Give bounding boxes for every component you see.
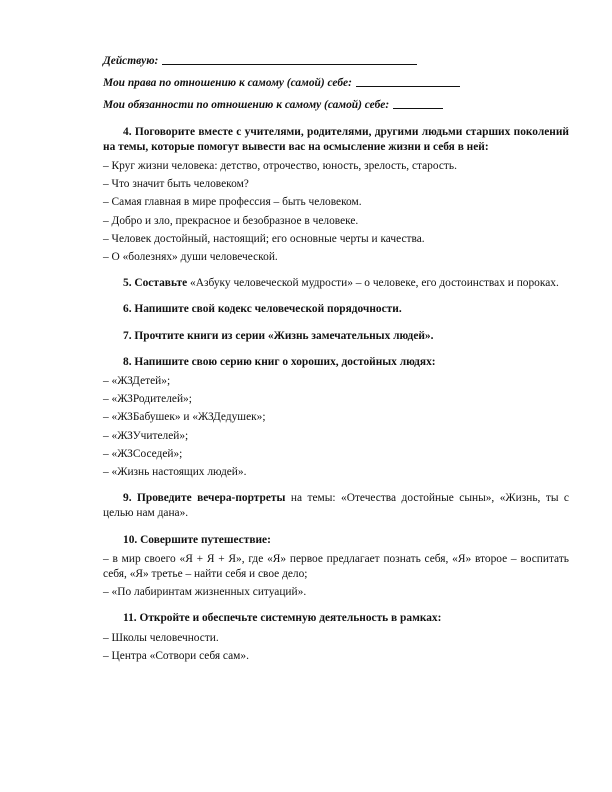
list-item: – «По лабиринтам жизненных ситуаций». bbox=[103, 586, 307, 599]
section-8-list bbox=[103, 374, 569, 480]
section-4-list bbox=[103, 159, 569, 265]
list-item: – Самая главная в мире профессия – быть человеком. bbox=[103, 196, 362, 209]
fill-line-duties bbox=[103, 96, 569, 113]
list-item: – «ЖЗДетей»; bbox=[103, 375, 171, 388]
section-9-heading-bold: 9. Проведите вечера-портреты bbox=[123, 492, 286, 505]
list-item: – «ЖЗРодителей»; bbox=[103, 393, 192, 406]
section-7-heading: 7. Прочтите книги из серии «Жизнь замечательных людей». bbox=[123, 329, 434, 342]
document-content bbox=[103, 52, 569, 664]
list-item: – Человек достойный, настоящий; его основные черты и качества. bbox=[103, 232, 425, 245]
section-9-heading bbox=[103, 491, 569, 521]
fill-line-label: Действую: bbox=[103, 55, 159, 67]
section-11-list bbox=[103, 631, 569, 664]
fill-line-rights bbox=[103, 74, 569, 91]
section-6-heading: 6. Напишите свой кодекс человеческой порядочности. bbox=[123, 303, 402, 316]
list-item: – Школы человечности. bbox=[103, 631, 219, 644]
section-4-heading: 4. Поговорите вместе с учителями, родителями, другими людьми старших поколений на темы, которые помогут вывести вас на осмысление жизни и себя в ней: bbox=[103, 125, 569, 153]
blank-line bbox=[356, 74, 460, 87]
list-item: – Что значит быть человеком? bbox=[103, 178, 249, 191]
blank-line bbox=[393, 96, 443, 109]
fill-line-label: Мои права по отношению к самому (самой) себе: bbox=[103, 77, 352, 90]
list-item: – «Жизнь настоящих людей». bbox=[103, 466, 247, 479]
list-item: – Круг жизни человека: детство, отрочество, юность, зрелость, старость. bbox=[103, 160, 457, 173]
list-item: – «ЖЗУчителей»; bbox=[103, 429, 189, 442]
section-5-heading-text: «Азбуку человеческой мудрости» – о человеке, его достоинствах и пороках. bbox=[187, 277, 559, 290]
section-5-heading-bold: 5. Составьте bbox=[123, 277, 188, 290]
section-5-heading bbox=[103, 276, 569, 291]
list-item: – «ЖЗБабушек» и «ЖЗДедушек»; bbox=[103, 411, 266, 424]
section-10-heading: 10. Совершите путешествие: bbox=[123, 533, 271, 546]
list-item: – Добро и зло, прекрасное и безобразное в человеке. bbox=[103, 214, 359, 227]
section-9-heading-text: на темы: «Отечества достойные сыны», «Жизнь, ты с целью нам дана». bbox=[103, 492, 569, 520]
list-item: – О «болезнях» души человеческой. bbox=[103, 251, 278, 264]
fill-line-label: Мои обязанности по отношению к самому (самой) себе: bbox=[103, 99, 390, 112]
blank-line bbox=[162, 52, 417, 65]
section-10-list bbox=[103, 552, 569, 601]
list-item: – «ЖЗСоседей»; bbox=[103, 447, 183, 460]
list-item: – Центра «Сотвори себя сам». bbox=[103, 649, 249, 662]
section-11-heading: 11. Откройте и обеспечьте системную деятельность в рамках: bbox=[123, 612, 442, 625]
fill-line-actions bbox=[103, 52, 569, 69]
list-item: – в мир своего «Я + Я + Я», где «Я» первое предлагает познать себя, «Я» второе – воспитать себя, «Я» третье – найти себя и свое дело; bbox=[103, 552, 569, 581]
section-8-heading: 8. Напишите свою серию книг о хороших, достойных людях: bbox=[123, 355, 436, 368]
